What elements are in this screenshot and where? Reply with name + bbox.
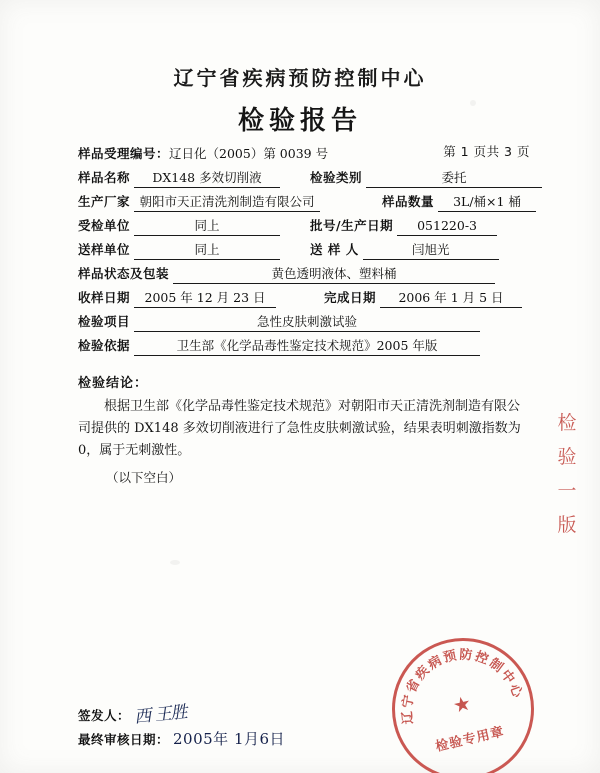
sample-name-value: DX148 多效切削液 (134, 169, 280, 188)
accept-no-value: 辽日化（2005）第 0039 号 (169, 146, 329, 161)
field-row-submit-unit (78, 238, 530, 262)
sample-state-value: 黄色透明液体、塑料桶 (173, 265, 495, 284)
sample-name-label: 样品名称 (78, 170, 131, 185)
batch-value: 051220-3 (397, 217, 497, 236)
side-vertical-stamp (550, 406, 584, 542)
stamp-inner-text: 检验专用章 (434, 724, 506, 755)
final-review-row (78, 728, 285, 749)
quantity-label: 样品数量 (382, 194, 435, 209)
svg-text:辽宁省疾病预防控制中心 (386, 634, 526, 727)
accept-no-label: 样品受理编号： (78, 146, 170, 161)
side-stamp-text: 检 验 一 版 (557, 412, 577, 536)
inspect-item-value: 急性皮肤刺激试验 (134, 313, 480, 332)
sample-state-label: 样品状态及包装 (78, 266, 170, 281)
submit-unit-label: 送样单位 (78, 242, 131, 257)
star-icon: ★ (450, 689, 474, 718)
submitter-label: 送 样 人 (310, 242, 359, 257)
inspect-basis-label: 检验依据 (78, 338, 131, 353)
field-row-inspect-item (78, 310, 530, 334)
batch-label: 批号/生产日期 (310, 218, 394, 233)
submit-unit-value: 同上 (134, 241, 280, 260)
manufacturer-value: 朝阳市天正清洗剂制造有限公司 (134, 193, 320, 212)
manufacturer-label: 生产厂家 (78, 194, 131, 209)
field-row-manufacturer (78, 190, 530, 214)
received-date-label: 收样日期 (78, 290, 131, 305)
final-review-label: 最终审核日期： (78, 732, 170, 747)
field-row-accept-no (78, 142, 530, 166)
signer-signature: 西 王胜 (133, 702, 188, 728)
inspect-basis-value: 卫生部《化学品毒性鉴定技术规范》2005 年版 (134, 337, 480, 356)
finished-date-label: 完成日期 (324, 290, 377, 305)
submitter-value: 闫旭光 (363, 241, 499, 260)
signer-label: 签发人： (78, 708, 131, 723)
inspected-unit-label: 受检单位 (78, 218, 131, 233)
inspected-unit-value: 同上 (134, 217, 280, 236)
field-row-inspected-unit (78, 214, 530, 238)
stamp-top-text: 辽宁省疾病预防控制中心 (400, 647, 526, 725)
signer-row (78, 700, 188, 728)
page-indicator: 第 1 页共 3 页 (443, 144, 530, 159)
field-row-dates (78, 286, 530, 310)
finished-date-value: 2006 年 1 月 5 日 (380, 289, 522, 308)
conclusion-title: 检验结论： (78, 376, 149, 391)
stamp-arc-text (381, 627, 544, 773)
inspect-type-value: 委托 (366, 169, 542, 188)
final-review-value: 2005年 1月6日 (173, 730, 286, 748)
report-title: 检验报告 (237, 106, 362, 136)
form-fields (78, 142, 530, 358)
inspect-type-label: 检验类别 (310, 170, 363, 185)
quantity-value: 3L/桶×1 桶 (438, 193, 536, 212)
received-date-value: 2005 年 12 月 23 日 (134, 289, 276, 308)
official-round-stamp (378, 624, 548, 773)
blank-note: （以下空白） (106, 470, 182, 485)
organization-title: 辽宁省疾病预防控制中心 (173, 66, 427, 90)
field-row-sample-name (78, 166, 530, 190)
field-row-sample-state (78, 262, 530, 286)
conclusion-body: 根据卫生部《化学品毒性鉴定技术规范》对朝阳市天正清洗剂制造有限公司提供的 DX148 多效切削液进行了急性皮肤刺激试验，结果表明刺激指数为 0，属于无刺激性。 (78, 399, 521, 458)
field-row-inspect-basis (78, 334, 530, 358)
inspect-item-label: 检验项目 (78, 314, 131, 329)
